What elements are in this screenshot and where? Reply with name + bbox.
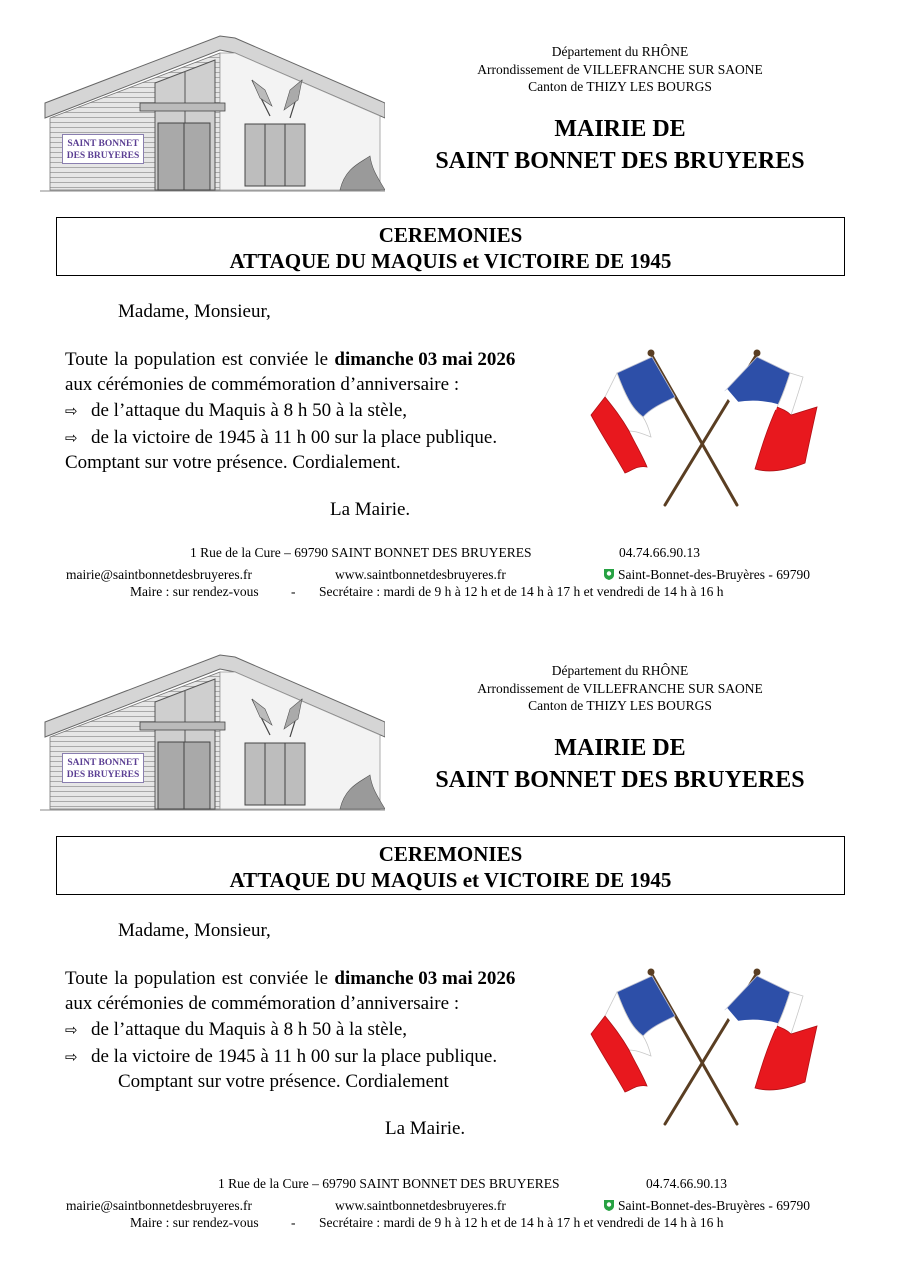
arrow-right-icon: ⇨ — [65, 429, 78, 447]
bullet-victory — [65, 426, 497, 450]
bullet-maquis-text: de l’attaque du Maquis à 8 h 50 à la stèle, — [91, 1019, 408, 1040]
invitation-intro: Toute la population est conviée le — [65, 968, 335, 989]
footer-location — [603, 566, 810, 583]
salutation: Madame, Monsieur, — [118, 920, 271, 941]
department-line: Département du RHÔNE — [551, 663, 689, 678]
banner-line1: CEREMONIES — [378, 842, 523, 866]
arrow-right-icon: ⇨ — [65, 1048, 78, 1066]
footer-address: 1 Rue de la Cure – 69790 SAINT BONNET DES BRUYERES — [190, 545, 532, 560]
arrow-right-icon: ⇨ — [65, 1021, 78, 1039]
department-line: Département du RHÔNE — [551, 44, 689, 59]
left-flag — [591, 969, 737, 1125]
footer-email[interactable]: mairie@saintbonnetdesbruyeres.fr — [66, 1198, 252, 1213]
footer-address: 1 Rue de la Cure – 69790 SAINT BONNET DES BRUYERES — [218, 1176, 560, 1191]
footer-email[interactable]: mairie@saintbonnetdesbruyeres.fr — [66, 567, 252, 582]
signature: La Mairie. — [385, 1118, 466, 1139]
footer-website[interactable]: www.saintbonnetdesbruyeres.fr — [335, 567, 506, 582]
canton-line: Canton de THIZY LES BOURGS — [528, 698, 712, 713]
canton-line: Canton de THIZY LES BOURGS — [528, 79, 712, 94]
ceremony-banner — [56, 217, 845, 276]
ceremony-date: dimanche 03 mai 2026 — [334, 349, 516, 370]
mairie-title-line2: SAINT BONNET DES BRUYERES — [435, 767, 805, 793]
crossed-french-flags — [585, 345, 825, 510]
footer-hours-mayor: Maire : sur rendez-vous — [130, 584, 259, 599]
flyer-copy-1 — [0, 0, 900, 620]
location-pin-icon — [603, 1199, 615, 1211]
closing-line: Comptant sur votre présence. Cordialement — [118, 1071, 449, 1092]
bullet-victory — [65, 1045, 497, 1069]
flyer-copy-2 — [0, 619, 900, 1239]
bullet-victory-text: de la victoire de 1945 à 11 h 00 sur la place publique. — [91, 427, 498, 448]
town-sign-line2: DES BRUYERES — [66, 770, 140, 780]
bullet-victory-text: de la victoire de 1945 à 11 h 00 sur la place publique. — [91, 1046, 498, 1067]
footer-separator: - — [291, 1215, 296, 1230]
town-hall-illustration — [40, 647, 385, 817]
footer-location-text: Saint-Bonnet-des-Bruyères - 69790 — [618, 567, 810, 582]
footer-location-text: Saint-Bonnet-des-Bruyères - 69790 — [618, 1198, 810, 1213]
town-sign-line1: SAINT BONNET — [67, 139, 139, 149]
footer-website[interactable]: www.saintbonnetdesbruyeres.fr — [335, 1198, 506, 1213]
crossed-french-flags — [585, 964, 825, 1129]
ceremony-date: dimanche 03 mai 2026 — [334, 968, 516, 989]
mairie-title-line2: SAINT BONNET DES BRUYERES — [435, 148, 805, 174]
mairie-title-line1: MAIRIE DE — [554, 116, 686, 142]
invitation-line2: aux cérémonies de commémoration d’anniversaire : — [65, 374, 460, 395]
bullet-maquis — [65, 399, 407, 423]
invitation-line2: aux cérémonies de commémoration d’anniversaire : — [65, 993, 460, 1014]
footer-hours-mayor: Maire : sur rendez-vous — [130, 1215, 259, 1230]
footer-phone: 04.74.66.90.13 — [619, 545, 700, 560]
town-sign — [62, 134, 144, 164]
right-flag — [665, 969, 817, 1125]
mairie-title-line1: MAIRIE DE — [554, 735, 686, 761]
location-pin-icon — [603, 568, 615, 580]
town-hall-illustration — [40, 28, 385, 198]
footer-phone: 04.74.66.90.13 — [646, 1176, 727, 1191]
bullet-maquis — [65, 1018, 407, 1042]
footer-separator: - — [291, 584, 296, 599]
footer-hours-secretary: Secrétaire : mardi de 9 h à 12 h et de 14 h à 17 h et vendredi de 14 h à 16 h — [319, 584, 724, 599]
town-sign-line1: SAINT BONNET — [67, 758, 139, 768]
salutation: Madame, Monsieur, — [118, 301, 271, 322]
invitation-intro: Toute la population est conviée le — [65, 349, 335, 370]
left-flag — [591, 350, 737, 506]
footer-hours-secretary: Secrétaire : mardi de 9 h à 12 h et de 14 h à 17 h et vendredi de 14 h à 16 h — [319, 1215, 724, 1230]
town-sign-line2: DES BRUYERES — [66, 151, 140, 161]
footer-location — [603, 1197, 810, 1214]
invitation-line — [65, 967, 577, 991]
town-sign — [62, 753, 144, 783]
ceremony-banner — [56, 836, 845, 895]
invitation-line — [65, 348, 577, 372]
right-flag — [665, 350, 817, 506]
arrondissement-line: Arrondissement de VILLEFRANCHE SUR SAONE — [477, 62, 763, 77]
closing-line: Comptant sur votre présence. Cordialement. — [65, 452, 401, 473]
banner-line2: ATTAQUE DU MAQUIS et VICTOIRE DE 1945 — [229, 868, 672, 892]
arrow-right-icon: ⇨ — [65, 402, 78, 420]
signature: La Mairie. — [330, 499, 411, 520]
banner-line2: ATTAQUE DU MAQUIS et VICTOIRE DE 1945 — [229, 249, 672, 273]
arrondissement-line: Arrondissement de VILLEFRANCHE SUR SAONE — [477, 681, 763, 696]
banner-line1: CEREMONIES — [378, 223, 523, 247]
bullet-maquis-text: de l’attaque du Maquis à 8 h 50 à la stèle, — [91, 400, 408, 421]
